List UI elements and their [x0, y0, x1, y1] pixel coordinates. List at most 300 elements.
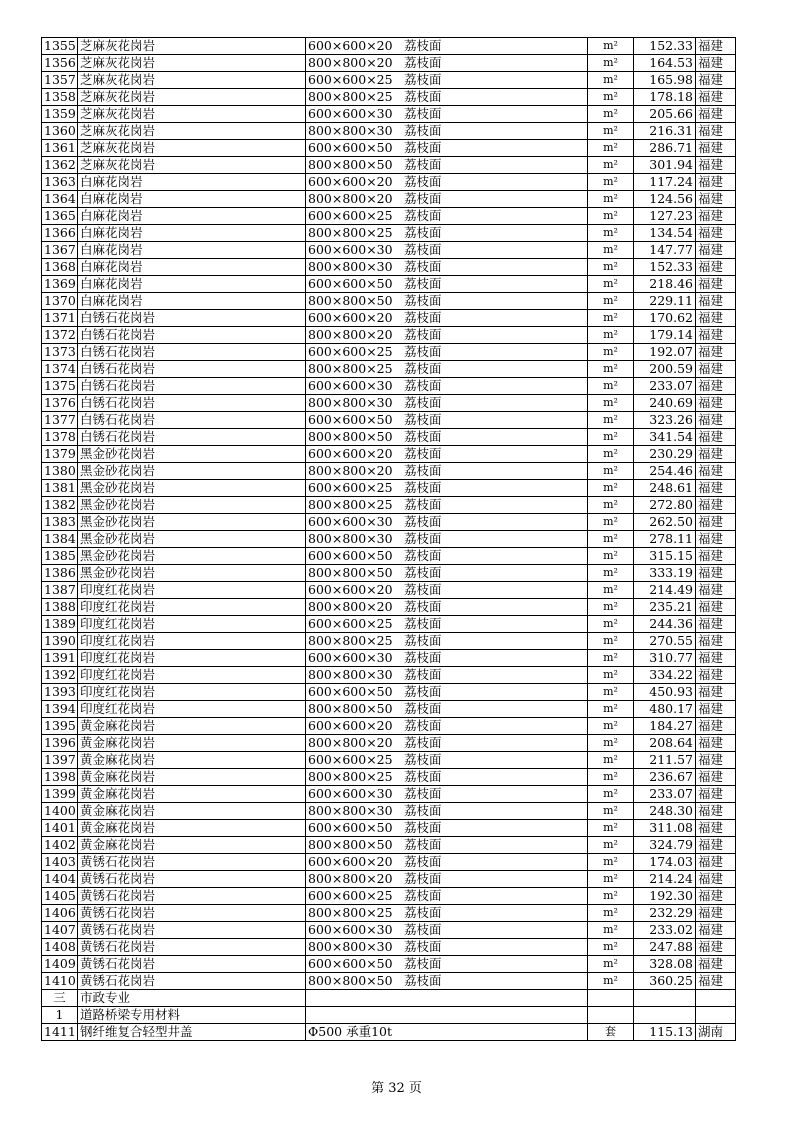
section-title: 市政专业 [78, 990, 306, 1007]
item-origin: 福建 [696, 106, 736, 123]
item-origin: 福建 [696, 412, 736, 429]
item-name: 芝麻灰花岗岩 [78, 38, 306, 55]
table-row [42, 531, 736, 548]
item-finish: 荔枝面 [404, 871, 442, 886]
item-price: 164.53 [634, 55, 696, 72]
item-spec [306, 752, 588, 769]
item-finish: 荔枝面 [404, 293, 442, 308]
item-unit: m² [588, 667, 634, 684]
item-origin: 福建 [696, 956, 736, 973]
item-number: 1357 [42, 72, 78, 89]
item-number: 1393 [42, 684, 78, 701]
item-price: 286.71 [634, 140, 696, 157]
table-row [42, 905, 736, 922]
item-price: 165.98 [634, 72, 696, 89]
item-finish: 荔枝面 [404, 905, 442, 920]
item-number: 1363 [42, 174, 78, 191]
item-number: 1380 [42, 463, 78, 480]
item-number: 1375 [42, 378, 78, 395]
item-finish: 荔枝面 [404, 191, 442, 206]
item-origin: 福建 [696, 327, 736, 344]
item-size: 600×600×50 [308, 820, 393, 835]
item-origin: 福建 [696, 888, 736, 905]
item-unit: m² [588, 701, 634, 718]
item-spec [306, 820, 588, 837]
item-number: 1403 [42, 854, 78, 871]
item-name: 黑金砂花岗岩 [78, 531, 306, 548]
item-number: 1367 [42, 242, 78, 259]
item-price: 211.57 [634, 752, 696, 769]
item-unit: m² [588, 803, 634, 820]
item-unit: 套 [588, 1024, 634, 1041]
item-price: 229.11 [634, 293, 696, 310]
item-number: 1376 [42, 395, 78, 412]
item-unit: m² [588, 837, 634, 854]
item-size: 600×600×50 [308, 956, 393, 971]
item-name: 黄锈石花岗岩 [78, 973, 306, 990]
item-finish: 荔枝面 [404, 327, 442, 342]
item-origin: 福建 [696, 514, 736, 531]
item-name: 白麻花岗岩 [78, 191, 306, 208]
item-size: 600×600×20 [308, 446, 393, 461]
item-price: 233.07 [634, 378, 696, 395]
item-spec [306, 463, 588, 480]
item-size: 800×800×25 [308, 361, 393, 376]
item-name: 芝麻灰花岗岩 [78, 72, 306, 89]
table-row [42, 803, 736, 820]
section-row [42, 990, 736, 1007]
item-name: 黄金麻花岗岩 [78, 803, 306, 820]
item-unit: m² [588, 242, 634, 259]
item-size: 800×800×50 [308, 701, 393, 716]
table-row [42, 701, 736, 718]
item-origin: 福建 [696, 310, 736, 327]
item-size: 600×600×50 [308, 140, 393, 155]
item-origin: 福建 [696, 72, 736, 89]
empty-cell [306, 1007, 588, 1024]
item-origin: 福建 [696, 871, 736, 888]
item-name: 印度红花岗岩 [78, 684, 306, 701]
item-size: 800×800×20 [308, 327, 393, 342]
item-unit: m² [588, 956, 634, 973]
item-size: 600×600×20 [308, 174, 393, 189]
item-price: 127.23 [634, 208, 696, 225]
table-row [42, 463, 736, 480]
table-row [42, 752, 736, 769]
item-finish: 荔枝面 [404, 854, 442, 869]
table-row [42, 276, 736, 293]
item-spec [306, 293, 588, 310]
item-spec [306, 497, 588, 514]
item-unit: m² [588, 412, 634, 429]
item-name: 白麻花岗岩 [78, 174, 306, 191]
table-body [42, 38, 736, 1041]
item-finish: 荔枝面 [404, 225, 442, 240]
table-row [42, 871, 736, 888]
item-price: 334.22 [634, 667, 696, 684]
item-number: 1392 [42, 667, 78, 684]
item-size: 600×600×25 [308, 208, 393, 223]
item-name: 印度红花岗岩 [78, 667, 306, 684]
item-spec [306, 548, 588, 565]
item-origin: 福建 [696, 446, 736, 463]
table-row [42, 939, 736, 956]
item-spec [306, 633, 588, 650]
item-unit: m² [588, 888, 634, 905]
table-row [42, 633, 736, 650]
table-row [42, 72, 736, 89]
item-spec [306, 310, 588, 327]
item-finish: 荔枝面 [404, 735, 442, 750]
item-origin: 福建 [696, 344, 736, 361]
item-number: 1385 [42, 548, 78, 565]
item-name: 白麻花岗岩 [78, 225, 306, 242]
item-unit: m² [588, 310, 634, 327]
item-spec [306, 684, 588, 701]
item-spec [306, 361, 588, 378]
item-unit: m² [588, 752, 634, 769]
item-price: 214.49 [634, 582, 696, 599]
item-spec [306, 225, 588, 242]
item-price: 272.80 [634, 497, 696, 514]
item-price: 254.46 [634, 463, 696, 480]
item-origin: 福建 [696, 174, 736, 191]
item-spec [306, 888, 588, 905]
item-origin: 福建 [696, 378, 736, 395]
item-unit: m² [588, 378, 634, 395]
item-price: 248.61 [634, 480, 696, 497]
item-number: 1356 [42, 55, 78, 72]
item-spec [306, 531, 588, 548]
table-row [42, 208, 736, 225]
table-row [42, 38, 736, 55]
empty-cell [588, 1007, 634, 1024]
item-unit: m² [588, 514, 634, 531]
item-origin: 福建 [696, 293, 736, 310]
item-spec [306, 803, 588, 820]
item-number: 1362 [42, 157, 78, 174]
item-name: 黄金麻花岗岩 [78, 820, 306, 837]
item-unit: m² [588, 429, 634, 446]
item-size: 600×600×30 [308, 514, 393, 529]
table-row [42, 310, 736, 327]
table-row [42, 1024, 736, 1041]
item-price: 230.29 [634, 446, 696, 463]
table-row [42, 565, 736, 582]
item-finish: 荔枝面 [404, 480, 442, 495]
item-name: 黑金砂花岗岩 [78, 514, 306, 531]
item-unit: m² [588, 599, 634, 616]
item-price: 134.54 [634, 225, 696, 242]
item-unit: m² [588, 735, 634, 752]
item-price: 170.62 [634, 310, 696, 327]
item-price: 480.17 [634, 701, 696, 718]
item-price: 178.18 [634, 89, 696, 106]
item-spec [306, 242, 588, 259]
item-finish: 荔枝面 [404, 412, 442, 427]
item-finish: 荔枝面 [404, 684, 442, 699]
item-unit: m² [588, 89, 634, 106]
item-price: 208.64 [634, 735, 696, 752]
item-name: 白锈石花岗岩 [78, 378, 306, 395]
item-price: 205.66 [634, 106, 696, 123]
item-name: 白锈石花岗岩 [78, 361, 306, 378]
item-origin: 福建 [696, 769, 736, 786]
item-size: 800×800×30 [308, 667, 393, 682]
item-origin: 福建 [696, 208, 736, 225]
item-spec [306, 769, 588, 786]
table-row [42, 89, 736, 106]
item-finish: 荔枝面 [404, 429, 442, 444]
item-origin: 福建 [696, 633, 736, 650]
item-price: 232.29 [634, 905, 696, 922]
item-number: 1409 [42, 956, 78, 973]
table-row [42, 259, 736, 276]
item-price: 216.31 [634, 123, 696, 140]
table-row [42, 123, 736, 140]
item-spec [306, 565, 588, 582]
table-row [42, 191, 736, 208]
item-number: 1405 [42, 888, 78, 905]
item-finish: 荔枝面 [404, 38, 442, 53]
item-number: 1383 [42, 514, 78, 531]
item-spec [306, 38, 588, 55]
item-origin: 福建 [696, 123, 736, 140]
item-finish: 荔枝面 [404, 174, 442, 189]
item-finish: 荔枝面 [404, 667, 442, 682]
item-finish: 荔枝面 [404, 837, 442, 852]
item-size: 800×800×25 [308, 497, 393, 512]
item-size: 800×800×20 [308, 871, 393, 886]
item-origin: 湖南 [696, 1024, 736, 1041]
item-number: 1400 [42, 803, 78, 820]
table-row [42, 378, 736, 395]
item-finish: 荔枝面 [404, 72, 442, 87]
item-number: 1391 [42, 650, 78, 667]
item-price: 115.13 [634, 1024, 696, 1041]
item-unit: m² [588, 905, 634, 922]
item-number: 1358 [42, 89, 78, 106]
item-unit: m² [588, 293, 634, 310]
item-price: 179.14 [634, 327, 696, 344]
item-name: 白锈石花岗岩 [78, 395, 306, 412]
table-row [42, 225, 736, 242]
item-finish: 荔枝面 [404, 803, 442, 818]
item-origin: 福建 [696, 429, 736, 446]
item-finish: 荔枝面 [404, 956, 442, 971]
item-name: 黑金砂花岗岩 [78, 497, 306, 514]
table-row [42, 446, 736, 463]
item-spec [306, 344, 588, 361]
item-number: 1368 [42, 259, 78, 276]
item-price: 333.19 [634, 565, 696, 582]
table-row [42, 514, 736, 531]
item-size: 800×800×25 [308, 905, 393, 920]
item-name: 白麻花岗岩 [78, 259, 306, 276]
item-finish: 荔枝面 [404, 616, 442, 631]
item-size: 800×800×50 [308, 565, 393, 580]
item-price: 248.30 [634, 803, 696, 820]
item-finish: 荔枝面 [404, 123, 442, 138]
item-price: 214.24 [634, 871, 696, 888]
item-spec [306, 871, 588, 888]
item-origin: 福建 [696, 939, 736, 956]
page-number: 第 32 页 [371, 1081, 422, 1096]
item-name: 印度红花岗岩 [78, 582, 306, 599]
price-table [41, 37, 736, 1041]
item-unit: m² [588, 973, 634, 990]
item-origin: 福建 [696, 718, 736, 735]
item-spec [306, 157, 588, 174]
item-size: 800×800×30 [308, 395, 393, 410]
item-finish: 荔枝面 [404, 140, 442, 155]
table-row [42, 55, 736, 72]
table-row [42, 293, 736, 310]
item-size: 800×800×30 [308, 123, 393, 138]
item-number: 1381 [42, 480, 78, 497]
item-origin: 福建 [696, 38, 736, 55]
table-row [42, 395, 736, 412]
item-origin: 福建 [696, 497, 736, 514]
item-name: 黄锈石花岗岩 [78, 854, 306, 871]
item-number: 1366 [42, 225, 78, 242]
item-finish: 荔枝面 [404, 361, 442, 376]
item-finish: 荔枝面 [404, 599, 442, 614]
item-number: 1384 [42, 531, 78, 548]
item-origin: 福建 [696, 361, 736, 378]
item-number: 1360 [42, 123, 78, 140]
item-name: 印度红花岗岩 [78, 701, 306, 718]
item-spec [306, 208, 588, 225]
item-finish: 荔枝面 [404, 786, 442, 801]
item-price: 147.77 [634, 242, 696, 259]
item-number: 1401 [42, 820, 78, 837]
item-number: 1411 [42, 1024, 78, 1041]
item-number: 1388 [42, 599, 78, 616]
item-unit: m² [588, 259, 634, 276]
item-number: 1369 [42, 276, 78, 293]
item-finish: 荔枝面 [404, 701, 442, 716]
item-finish: 荔枝面 [404, 973, 442, 988]
item-price: 192.30 [634, 888, 696, 905]
table-row [42, 973, 736, 990]
subsection-number: 1 [42, 1007, 78, 1024]
item-price: 324.79 [634, 837, 696, 854]
item-spec [306, 837, 588, 854]
item-number: 1395 [42, 718, 78, 735]
item-finish: 荔枝面 [404, 888, 442, 903]
table-row [42, 718, 736, 735]
table-row [42, 599, 736, 616]
table-row [42, 735, 736, 752]
item-size: 600×600×30 [308, 106, 393, 121]
table-row [42, 344, 736, 361]
item-spec [306, 667, 588, 684]
item-price: 174.03 [634, 854, 696, 871]
item-spec [306, 140, 588, 157]
item-number: 1355 [42, 38, 78, 55]
item-name: 白麻花岗岩 [78, 208, 306, 225]
table-row [42, 548, 736, 565]
item-number: 1386 [42, 565, 78, 582]
item-origin: 福建 [696, 89, 736, 106]
item-number: 1408 [42, 939, 78, 956]
item-unit: m² [588, 72, 634, 89]
item-size: 800×800×20 [308, 735, 393, 750]
item-finish: 荔枝面 [404, 208, 442, 223]
item-unit: m² [588, 565, 634, 582]
table-row [42, 888, 736, 905]
item-unit: m² [588, 871, 634, 888]
item-size: 600×600×50 [308, 548, 393, 563]
item-size: 600×600×20 [308, 582, 393, 597]
item-price: 360.25 [634, 973, 696, 990]
item-number: 1402 [42, 837, 78, 854]
table-row [42, 820, 736, 837]
item-price: 270.55 [634, 633, 696, 650]
item-spec [306, 956, 588, 973]
item-origin: 福建 [696, 565, 736, 582]
item-spec [306, 786, 588, 803]
item-origin: 福建 [696, 786, 736, 803]
item-number: 1371 [42, 310, 78, 327]
item-spec [306, 735, 588, 752]
item-name: 印度红花岗岩 [78, 650, 306, 667]
item-finish: 荔枝面 [404, 276, 442, 291]
item-size: 600×600×25 [308, 480, 393, 495]
item-unit: m² [588, 820, 634, 837]
item-size: 800×800×50 [308, 429, 393, 444]
item-spec [306, 854, 588, 871]
item-unit: m² [588, 361, 634, 378]
item-size: 600×600×20 [308, 718, 393, 733]
table-row [42, 769, 736, 786]
item-size: 600×600×20 [308, 310, 393, 325]
item-name: 黄锈石花岗岩 [78, 956, 306, 973]
item-price: 124.56 [634, 191, 696, 208]
item-finish: 荔枝面 [404, 531, 442, 546]
item-price: 247.88 [634, 939, 696, 956]
item-origin: 福建 [696, 735, 736, 752]
item-unit: m² [588, 786, 634, 803]
item-name: 黄金麻花岗岩 [78, 837, 306, 854]
item-number: 1407 [42, 922, 78, 939]
item-origin: 福建 [696, 259, 736, 276]
item-size: 800×800×25 [308, 633, 393, 648]
section-number: 三 [42, 990, 78, 1007]
item-number: 1361 [42, 140, 78, 157]
item-name: 黄金麻花岗岩 [78, 786, 306, 803]
item-size: 600×600×50 [308, 412, 393, 427]
item-name: 黑金砂花岗岩 [78, 548, 306, 565]
item-unit: m² [588, 650, 634, 667]
item-name: 白锈石花岗岩 [78, 429, 306, 446]
item-unit: m² [588, 769, 634, 786]
item-number: 1404 [42, 871, 78, 888]
item-origin: 福建 [696, 582, 736, 599]
item-name: 芝麻灰花岗岩 [78, 157, 306, 174]
item-number: 1398 [42, 769, 78, 786]
empty-cell [634, 1007, 696, 1024]
item-spec [306, 701, 588, 718]
item-spec [306, 259, 588, 276]
item-name: 黄金麻花岗岩 [78, 718, 306, 735]
item-size: 800×800×30 [308, 803, 393, 818]
table-row [42, 786, 736, 803]
item-name: 芝麻灰花岗岩 [78, 89, 306, 106]
item-number: 1397 [42, 752, 78, 769]
item-price: 117.24 [634, 174, 696, 191]
